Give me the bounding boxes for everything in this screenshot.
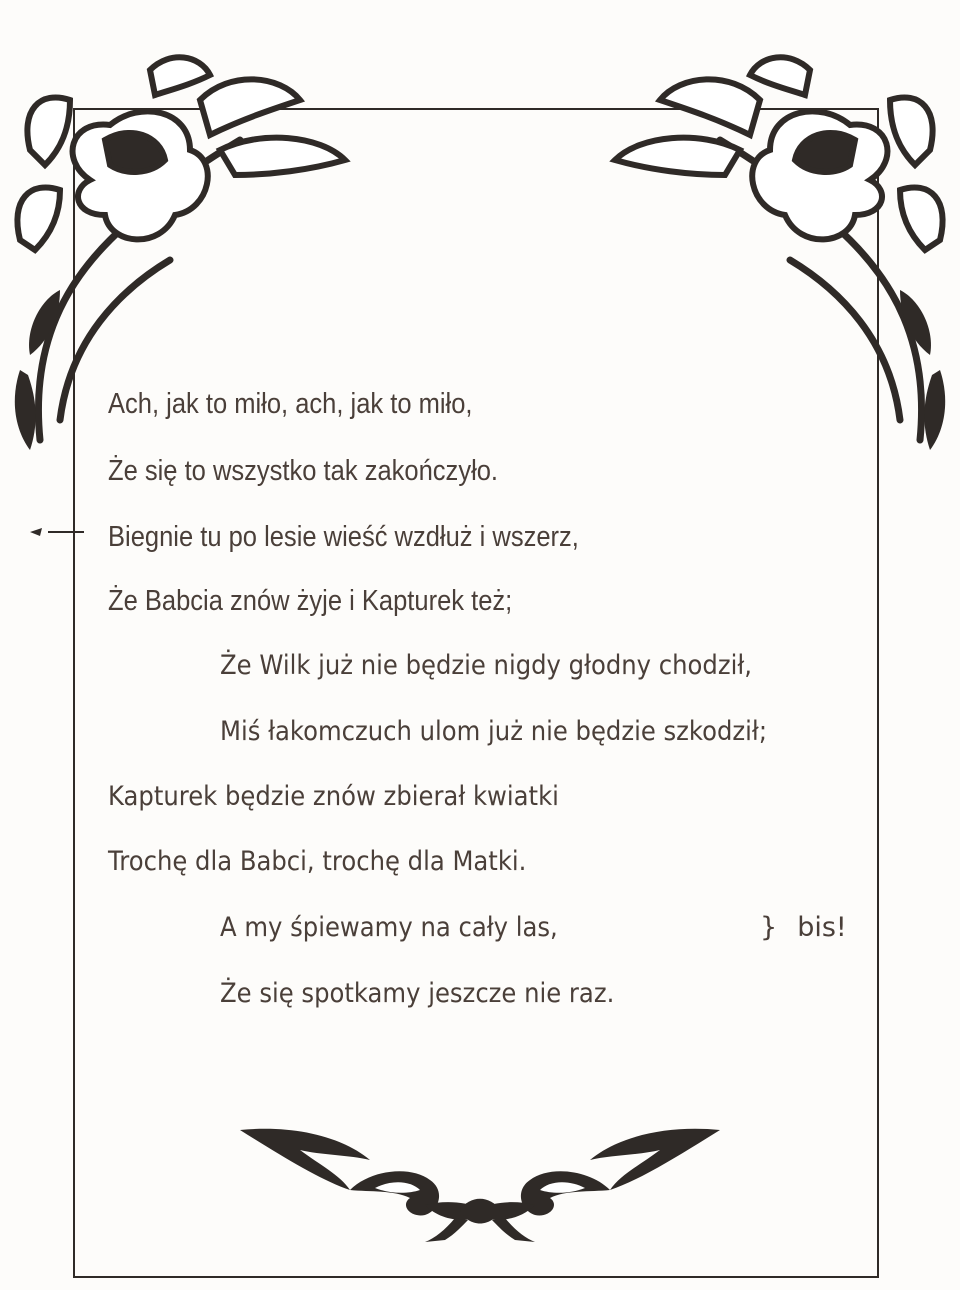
song-line-9: A my śpiewamy na cały las, <box>220 912 558 943</box>
song-line-3: Biegnie tu po lesie wieść wzdłuż i wszerz, <box>108 521 579 553</box>
repeat-marker <box>760 912 847 943</box>
song-line-8: Trochę dla Babci, trochę dla Matki. <box>108 846 527 877</box>
song-line-2: Że się to wszystko tak zakończyło. <box>108 455 499 487</box>
song-line-5: Że Wilk już nie będzie nigdy głodny chodził, <box>220 650 752 681</box>
floral-corner-icon <box>540 40 960 460</box>
song-line-6: Miś łakomczuch ulom już nie będzie szkodził; <box>220 716 768 747</box>
repeat-brace: } <box>760 912 778 943</box>
repeat-label: bis! <box>797 912 847 943</box>
song-line-7: Kapturek będzie znów zbierał kwiatki <box>108 781 559 812</box>
scan-mark-icon <box>28 522 86 542</box>
song-line-4: Że Babcia znów żyje i Kapturek też; <box>108 585 513 617</box>
bow-ribbon-icon <box>230 1110 730 1250</box>
song-line-1: Ach, jak to miło, ach, jak to miło, <box>108 388 473 420</box>
song-line-10: Że się spotkamy jeszcze nie raz. <box>220 978 615 1009</box>
